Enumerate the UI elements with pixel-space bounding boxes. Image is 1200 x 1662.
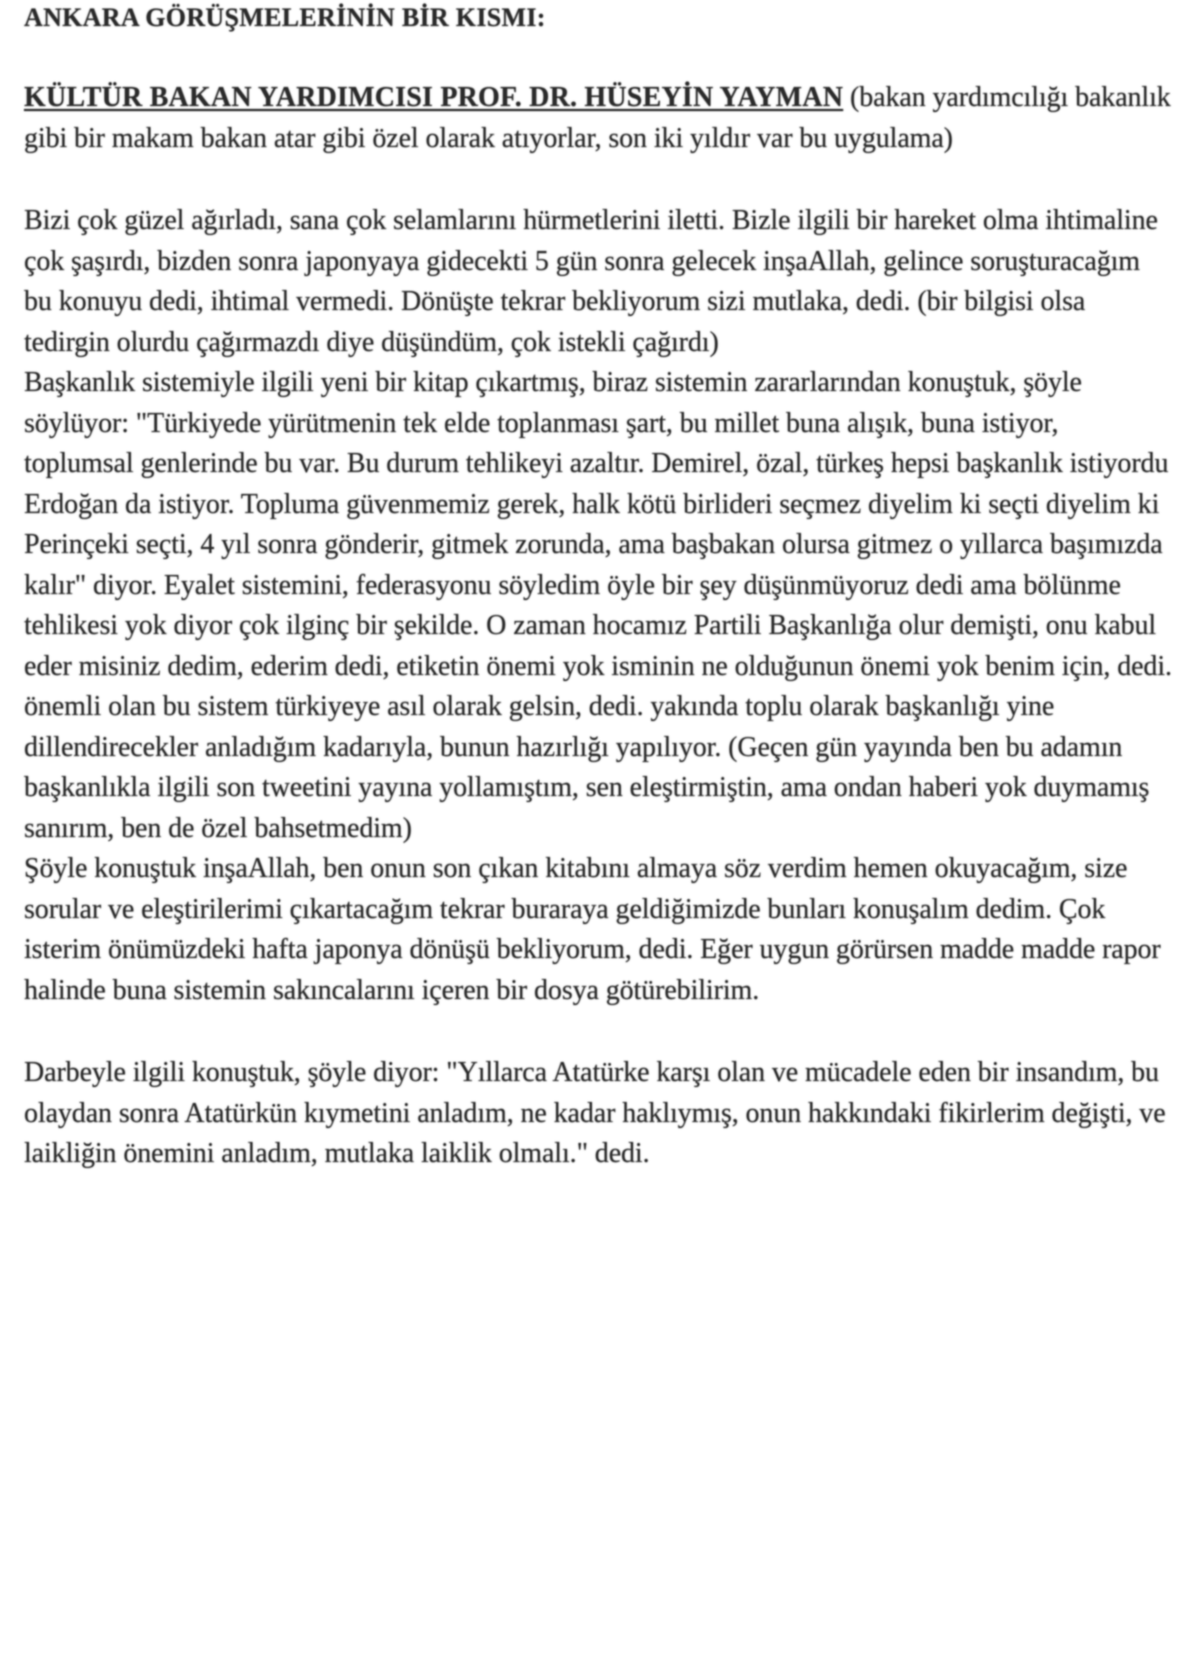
body-paragraph-3: Şöyle konuştuk inşaAllah, ben onun son çıkan kitabını almaya söz verdim hemen okuyacağım, size sorular ve eleştirilerimi çıkartacağım tekrar buraraya geldiğimizde bunları konuşalım dedim. Çok isterim önümüzdeki hafta japonya dönüşü bekliyorum, dedi. Eğer uygun görürsen madde madde rapor halinde buna sistemin sakıncalarını içeren bir dosya götürebilirim.	[24, 853, 1161, 1006]
body-paragraph-2: Başkanlık sistemiyle ilgili yeni bir kitap çıkartmış, biraz sistemin zararlarından konuştuk, şöyle söylüyor: "Türkiyede yürütmenin tek elde toplanması şart, bu millet buna alışık, buna istiyor, toplumsal genlerinde bu var. Bu durum tehlikeyi azaltır. Demirel, özal, türkeş hepsi başkanlık istiyordu Erdoğan da istiyor. Topluma güvenmemiz gerek, halk kötü birlideri seçmez diyelim ki seçti diyelim ki Perinçeki seçti, 4 yıl sonra gönderir, gitmek zorunda, ama başbakan olursa gitmez o yıllarca başımızda kalır" diyor. Eyalet sistemini, federasyonu söyledim öyle bir şey düşünmüyoruz dedi ama bölünme tehlikesi yok diyor çok ilginç bir şekilde. O zaman hocamız Partili Başkanlığa olur demişti, onu kabul eder misiniz dedim, ederim dedi, etiketin önemi yok isminin ne olduğunun önemi yok benim için, dedi. önemli olan bu sistem türkiyeye asıl olarak gelsin, dedi. yakında toplu olarak başkanlığı yine dillendirecekler anladığım kadarıyla, bunun hazırlığı yapılıyor. (Geçen gün yayında ben bu adamın başkanlıkla ilgili son tweetini yayına yollamıştım, sen eleştirmiştin, ama ondan haberi yok duymamış sanırım, ben de özel bahsetmedim)	[24, 367, 1172, 844]
intro-note: (bakan yardımcılığı bakanlık gibi bir makam bakan atar gibi özel olarak atıyorlar, son iki yıldır var bu uygulama)	[24, 82, 1171, 154]
official-name: KÜLTÜR BAKAN YARDIMCISI PROF. DR. HÜSEYİN YAYMAN	[24, 82, 844, 113]
spacer	[24, 159, 1174, 201]
body-paragraph-1: Bizi çok güzel ağırladı, sana çok selamlarını hürmetlerini iletti. Bizle ilgili bir hareket olma ihtimaline çok şaşırdı, bizden sonra japonyaya gidecekti 5 gün sonra gelecek inşaAllah, gelince soruşturacağım bu konuyu dedi, ihtimal vermedi. Dönüşte tekrar bekliyorum sizi mutlaka, dedi. (bir bilgisi olsa tedirgin olurdu çağırmazdı diye düşündüm, çok istekli çağırdı)	[24, 205, 1158, 358]
document-heading: ANKARA GÖRÜŞMELERİNİN BİR KISMI:	[24, 3, 546, 32]
document-page	[24, 0, 1174, 1175]
spacer	[24, 1011, 1174, 1053]
spacer	[24, 36, 1174, 78]
intro-paragraph	[24, 78, 1174, 159]
closing-paragraph: Darbeyle ilgili konuştuk, şöyle diyor: "Yıllarca Atatürke karşı olan ve mücadele eden bir insandım, bu olaydan sonra Atatürkün kıymetini anladım, ne kadar haklıymış, onun hakkındaki fikirlerim değişti, ve laikliğin önemini anladım, mutlaka laiklik olmalı." dedi.	[24, 1057, 1166, 1169]
